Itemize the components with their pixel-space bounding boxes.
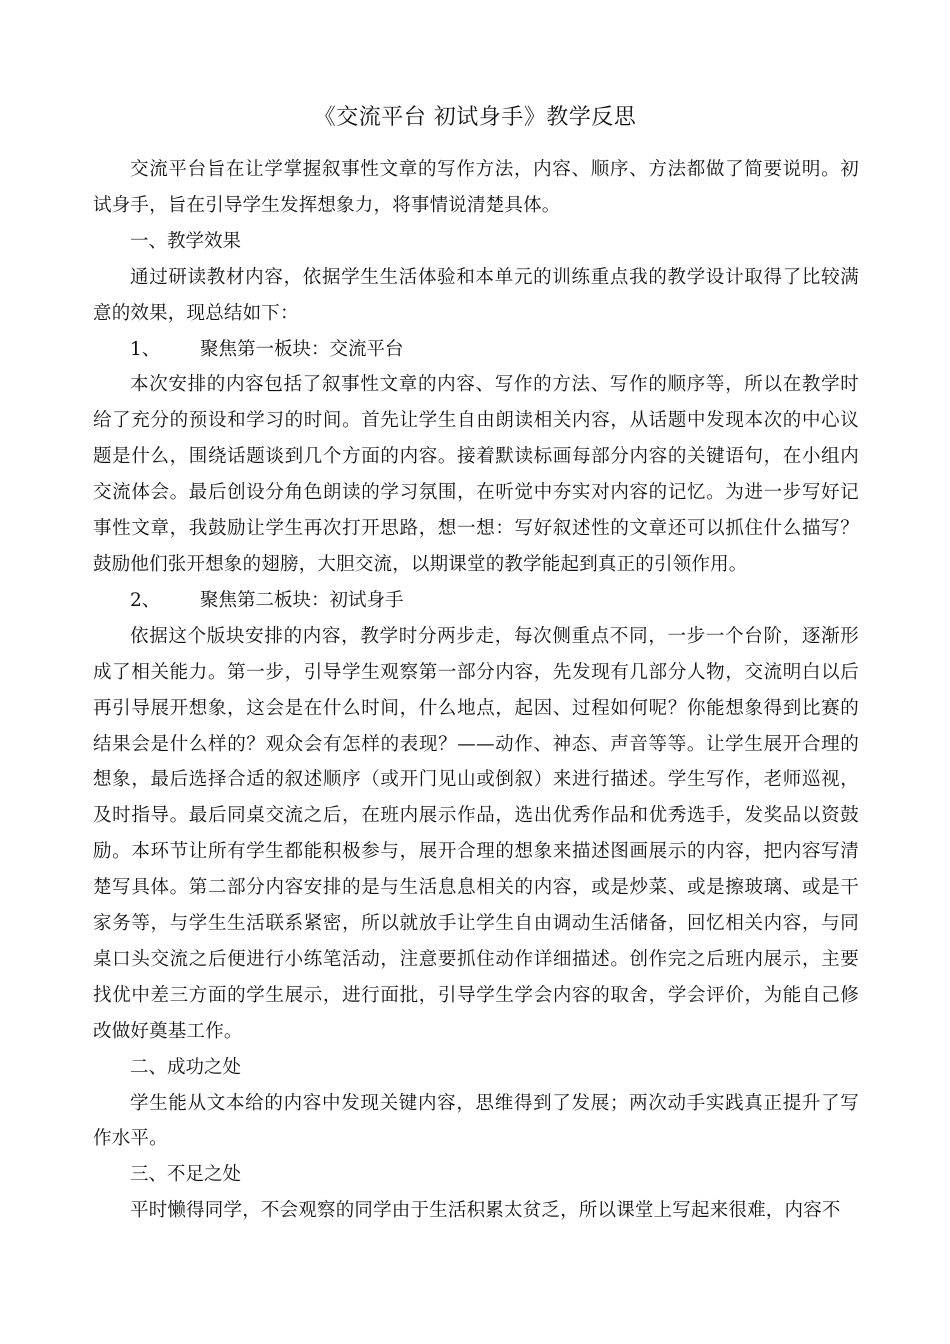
item1-label: 聚焦第一板块：交流平台 <box>200 338 404 360</box>
section2-paragraph: 学生能从文本给的内容中发现关键内容，思维得到了发展；两次动手实践真正提升了写作水平。 <box>93 1092 859 1150</box>
item1-heading <box>93 332 859 368</box>
section3-heading: 三、不足之处 <box>130 1164 242 1186</box>
intro-paragraph: 交流平台旨在让学掌握叙事性文章的写作方法，内容、顺序、方法都做了简要说明。初试身手，旨在引导学生发挥想象力，将事情说清楚具体。 <box>93 159 859 216</box>
item1-paragraph: 本次安排的内容包括了叙事性文章的内容、写作的方法、写作的顺序等，所以在教学时给了充分的预设和学习的时间。首先让学生自由朗读相关内容，从话题中发现本次的中心议题是什么，围绕话题谈到几个方面的内容。接着默读标画每部分内容的关键语句，在小组内交流体会。最后创设分角色朗读的学习氛围，在听觉中夯实对内容的记忆。为进一步写好记事性文章，我鼓励让学生再次打开思路，想一想：写好叙述性的文章还可以抓住什么描写？鼓励他们张开想象的翅膀，大胆交流，以期课堂的教学能起到真正的引领作用。 <box>93 374 859 575</box>
item1-number: 1、 <box>130 338 161 360</box>
document-title: 《交流平台 初试身手》教学反思 <box>313 105 637 130</box>
item2-label: 聚焦第二板块：初试身手 <box>200 589 404 611</box>
item2-paragraph: 依据这个版块安排的内容，教学时分两步走，每次侧重点不同，一步一个台阶，逐渐形成了相关能力。第一步，引导学生观察第一部分内容，先发现有几部分人物，交流明白以后再引导展开想象，这会是在什么时间，什么地点，起因、过程如何呢？你能想象得到比赛的结果会是什么样的？观众会有怎样的表现？——动作、神态、声音等等。让学生展开合理的想象，最后选择合适的叙述顺序（或开门见山或倒叙）来进行描述。学生写作，老师巡视，及时指导。最后同桌交流之后，在班内展示作品，选出优秀作品和优秀选手，发奖品以资鼓励。本环节让所有学生都能积极参与，展开合理的想象来描述图画展示的内容，把内容写清楚写具体。第二部分内容安排的是与生活息息相关的内容，或是炒菜、或是擦玻璃、或是干家务等，与学生生活联系紧密，所以就放手让学生自由调动生活储备，回忆相关内容，与同桌口头交流之后便进行小练笔活动，注意要抓住动作详细描述。创作完之后班内展示，主要找优中差三方面的学生展示，进行面批，引导学生学会内容的取舍，学会评价，为能自己修改做好奠基工作。 <box>93 625 859 1042</box>
section1-heading: 一、教学效果 <box>130 230 242 252</box>
section1-paragraph: 通过研读教材内容，依据学生生活体验和本单元的训练重点我的教学设计取得了比较满意的效果，现总结如下： <box>93 266 859 324</box>
item2-heading <box>93 583 859 619</box>
item2-number: 2、 <box>130 589 161 611</box>
document-body <box>93 152 859 1229</box>
section2-heading: 二、成功之处 <box>130 1056 242 1078</box>
section3-paragraph: 平时懒得同学，不会观察的同学由于生活积累太贫乏，所以课堂上写起来很难，内容不 <box>130 1200 841 1222</box>
